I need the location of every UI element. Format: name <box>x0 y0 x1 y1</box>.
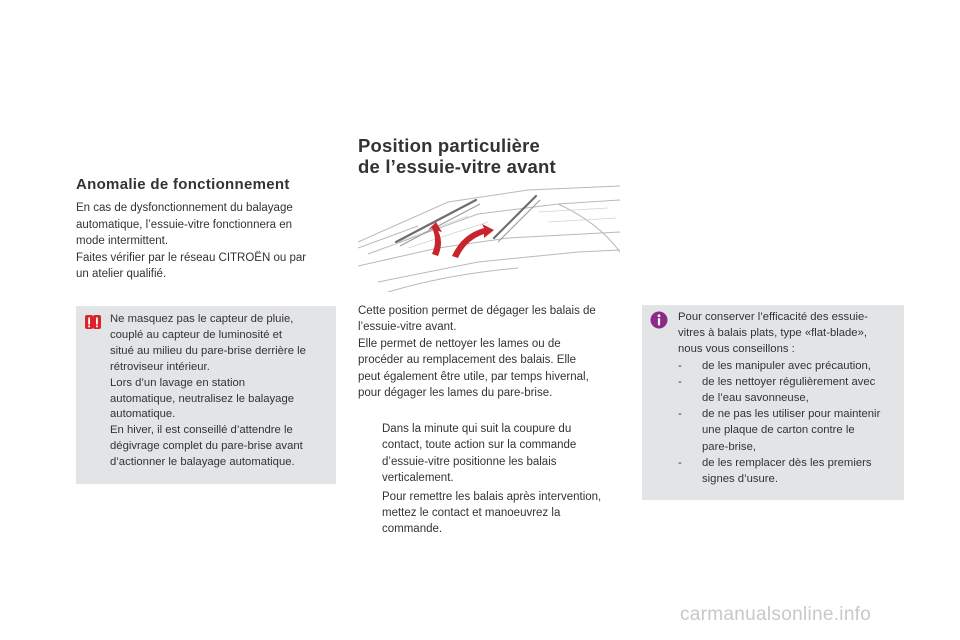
warning-exclamation-icon <box>84 314 102 330</box>
dash-marker: - <box>678 456 682 469</box>
list-item <box>358 421 622 487</box>
text-line: mettez le contact et manoeuvrez la <box>382 507 561 520</box>
text-line: signes d’usure. <box>702 473 778 486</box>
text-line: une plaque de carton contre le <box>702 424 855 437</box>
text-line: automatique, neutralisez le balayage <box>110 392 295 405</box>
text-line: pare-brise, <box>702 440 756 453</box>
text-line: automatique. <box>110 408 176 421</box>
warning-text <box>110 312 332 471</box>
text-line: Pour remettre les balais après intervention, <box>382 490 602 503</box>
text-line: vitres à balais plats, type «flat-blade», <box>678 327 868 340</box>
text-line: contact, toute action sur la commande <box>382 439 577 452</box>
position-paragraph <box>358 303 622 401</box>
text-line: procéder au remplacement des balais. Elle <box>358 354 576 367</box>
text-line: dégivrage complet du pare-brise avant <box>110 440 303 453</box>
text-line: Pour conserver l’efficacité des essuie- <box>678 311 869 323</box>
text-line: commande. <box>382 523 443 536</box>
warning-note-box <box>76 306 336 484</box>
dash-marker: - <box>678 375 682 388</box>
text-line: Faites vérifier par le réseau CITROËN ou par <box>76 251 307 264</box>
text-line: En cas de dysfonctionnement du balayage <box>76 202 293 214</box>
anomalie-paragraph <box>76 200 338 283</box>
heading-line: Position particulière <box>358 135 541 156</box>
text-line: En hiver, il est conseillé d’attendre le <box>110 424 293 437</box>
text-line: de ne pas les utiliser pour maintenir <box>702 408 881 421</box>
text-line: rétroviseur intérieur. <box>110 360 210 373</box>
text-line: de l’eau savonneuse, <box>702 392 809 405</box>
list-item <box>358 489 622 538</box>
text-line: verticalement. <box>382 472 454 485</box>
instruction-list <box>358 421 622 540</box>
info-note-box <box>642 305 904 500</box>
windscreen-wiper-illustration <box>358 182 620 292</box>
section-heading-anomalie: Anomalie de fonctionnement <box>76 176 290 193</box>
dash-marker: - <box>678 359 682 372</box>
info-text <box>678 309 902 487</box>
list-item <box>678 374 902 406</box>
text-line: d’actionner le balayage automatique. <box>110 456 295 469</box>
text-line: nous vous conseillons : <box>678 343 795 356</box>
text-line: pour dégager les lames du pare-brise. <box>358 387 553 400</box>
text-line: peut également être utile, par temps hivernal, <box>358 370 589 383</box>
section-heading-position <box>358 135 556 177</box>
text-line: Lors d’un lavage en station <box>110 376 246 389</box>
watermark: carmanualsonline.info <box>680 604 872 625</box>
list-item <box>678 406 902 455</box>
text-line: de les manipuler avec précaution, <box>702 359 871 372</box>
text-line: situé au milieu du pare-brise derrière le <box>110 344 306 357</box>
list-item <box>678 455 902 487</box>
text-line: Ne masquez pas le capteur de pluie, <box>110 313 294 325</box>
text-line: un atelier qualifié. <box>76 268 167 280</box>
arrow-up-icon <box>428 222 442 256</box>
text-line: Cette position permet de dégager les balais de <box>358 305 596 317</box>
list-item <box>678 358 902 374</box>
text-line: de les remplacer dès les premiers <box>702 456 872 469</box>
info-icon <box>650 311 668 329</box>
text-line: Dans la minute qui suit la coupure du <box>382 423 572 435</box>
text-line: d’essuie-vitre positionne les balais <box>382 455 557 468</box>
text-line: couplé au capteur de luminosité et <box>110 328 283 341</box>
heading-line: de l’essuie-vitre avant <box>358 156 556 177</box>
dash-marker: - <box>678 408 682 421</box>
text-line: l’essuie-vitre avant. <box>358 321 457 334</box>
text-line: Elle permet de nettoyer les lames ou de <box>358 337 561 350</box>
text-line: de les nettoyer régulièrement avec <box>702 375 876 388</box>
text-line: automatique, l’essuie-vitre fonctionnera en <box>76 218 293 231</box>
text-line: mode intermittent. <box>76 235 169 247</box>
